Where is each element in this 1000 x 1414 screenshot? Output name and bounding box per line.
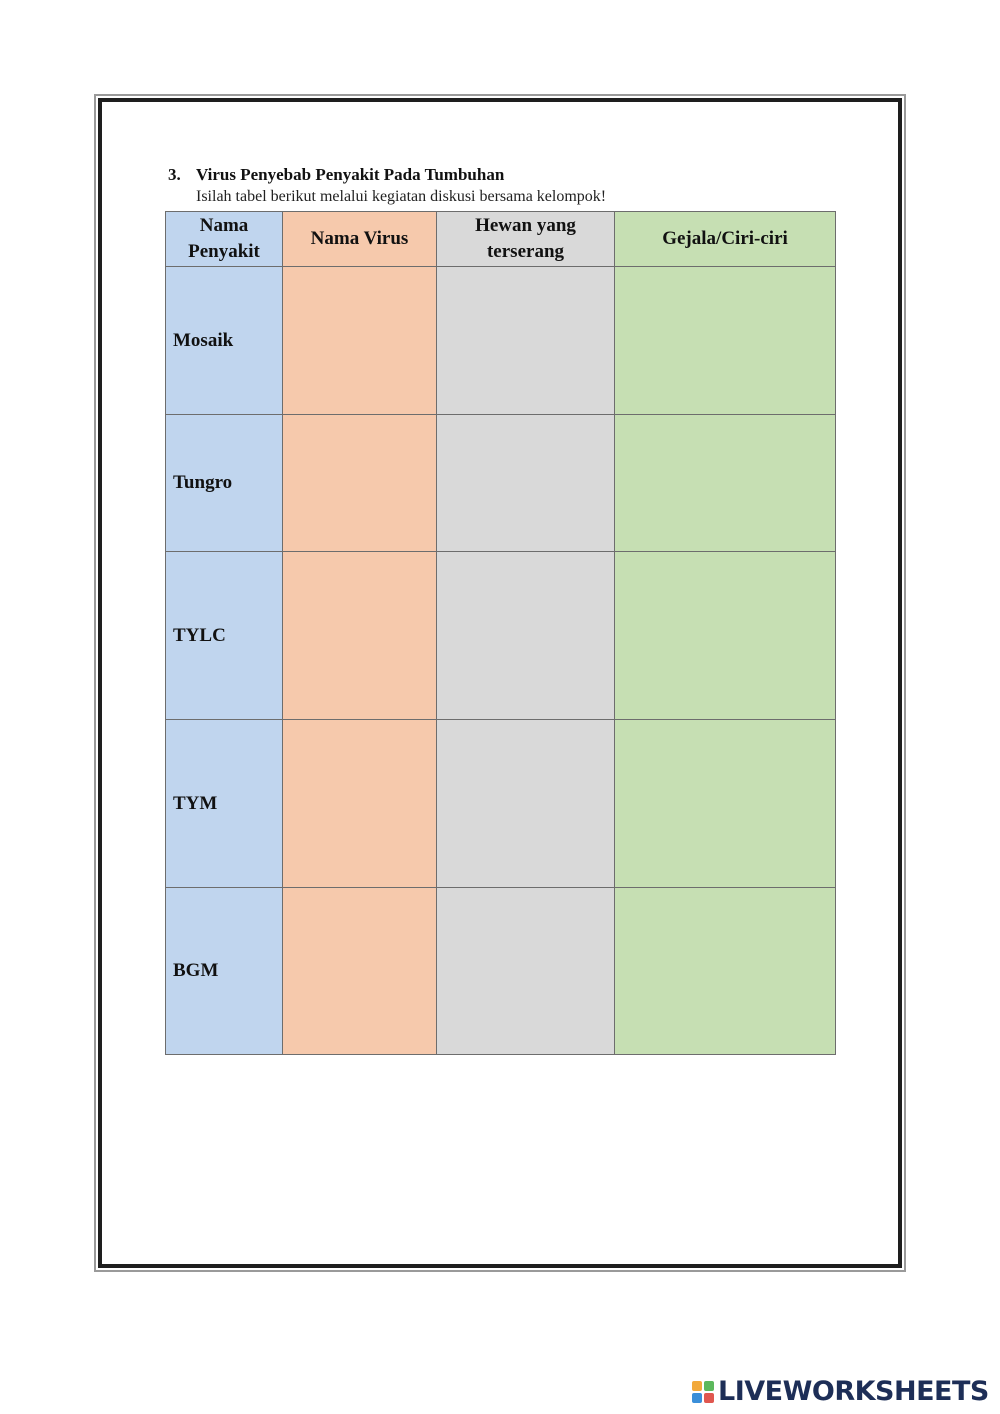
header-disease-name: Nama Penyakit [166,212,283,267]
liveworksheets-logo-icon [692,1381,714,1403]
section-number: 3. [168,165,181,184]
logo-square [704,1393,714,1403]
host-animal-input[interactable] [437,552,615,720]
host-animal-input[interactable] [437,267,615,415]
symptoms-input[interactable] [615,552,836,720]
section-heading [168,165,504,185]
disease-name-cell: Tungro [166,415,283,552]
virus-name-input[interactable] [283,415,437,552]
liveworksheets-brand[interactable] [692,1376,989,1407]
host-animal-input[interactable] [437,888,615,1055]
logo-square [692,1381,702,1391]
disease-name-cell: TYM [166,720,283,888]
table-header-row [166,212,836,267]
header-virus-name: Nama Virus [283,212,437,267]
table-row [166,552,836,720]
header-host-animal: Hewan yang terserang [437,212,615,267]
host-animal-input[interactable] [437,720,615,888]
table-row [166,888,836,1055]
disease-name-cell: TYLC [166,552,283,720]
virus-name-input[interactable] [283,267,437,415]
host-animal-input[interactable] [437,415,615,552]
brand-text: LIVEWORKSHEETS [718,1376,989,1407]
symptoms-input[interactable] [615,888,836,1055]
table-row [166,267,836,415]
symptoms-input[interactable] [615,720,836,888]
virus-name-input[interactable] [283,552,437,720]
logo-square [704,1381,714,1391]
symptoms-input[interactable] [615,415,836,552]
logo-square [692,1393,702,1403]
disease-name-cell: Mosaik [166,267,283,415]
table-row [166,720,836,888]
instruction-text: Isilah tabel berikut melalui kegiatan diskusi bersama kelompok! [196,188,607,205]
header-symptoms: Gejala/Ciri-ciri [615,212,836,267]
virus-name-input[interactable] [283,888,437,1055]
section-title: Virus Penyebab Penyakit Pada Tumbuhan [196,165,505,184]
disease-table [165,211,836,1055]
virus-name-input[interactable] [283,720,437,888]
disease-name-cell: BGM [166,888,283,1055]
symptoms-input[interactable] [615,267,836,415]
table-row [166,415,836,552]
